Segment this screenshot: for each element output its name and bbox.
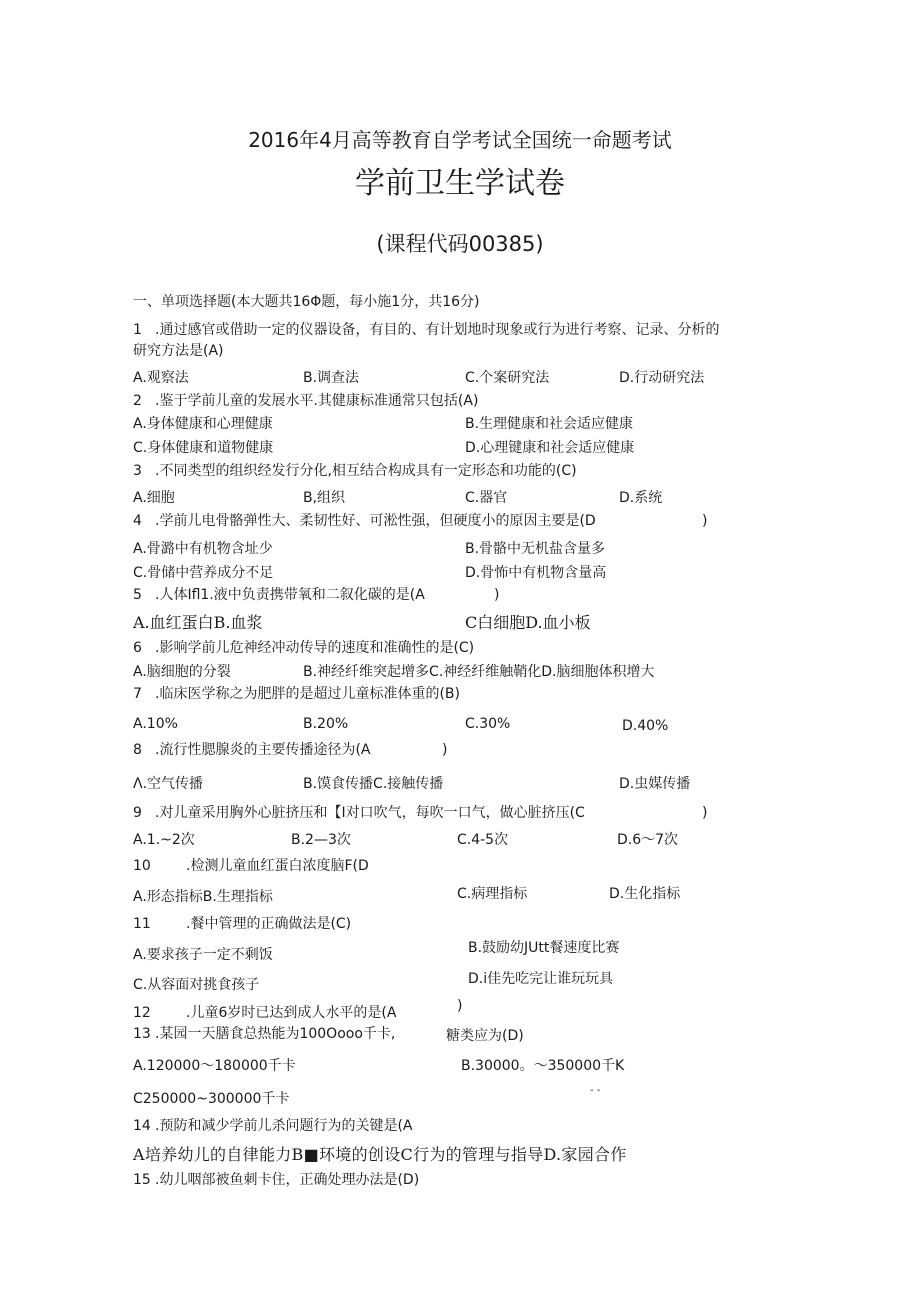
q9-close-paren: ) bbox=[702, 805, 708, 821]
q13-stem-cont: 糖类应为(D) bbox=[446, 1028, 524, 1044]
q3-option-d: D.系统 bbox=[619, 490, 663, 506]
q6-number: 6 bbox=[133, 640, 142, 656]
q9-stem: .对儿童采用胸外心脏挤压和【I对口吹气，每吹一口气，做心脏挤压(C bbox=[155, 805, 585, 821]
q4-option-d: D.骨怖中有机物含量高 bbox=[465, 565, 607, 581]
q1-option-c: C.个案研究法 bbox=[465, 370, 550, 386]
q4-close-paren: ) bbox=[702, 513, 708, 529]
q1-stem: .通过感官或借助一定的仪器设备，有目的、有计划地时现象或行为进行考察、记录、分析的 bbox=[155, 322, 720, 338]
q15-number: 15 bbox=[133, 1172, 151, 1188]
q2-number: 2 bbox=[133, 393, 142, 409]
q13-option-a: A.120000〜180000千卡 bbox=[133, 1058, 296, 1074]
exam-header-line: 2016年4月高等教育自学考试全国统一命题考试 bbox=[248, 128, 672, 152]
q3-option-a: A.细胞 bbox=[133, 490, 175, 506]
q10-options-ab: A.形态指标B.生理指标 bbox=[133, 889, 273, 905]
q2-option-d: D.心理键康和社会适应健康 bbox=[465, 440, 635, 456]
q8-option-a: Λ.空气传播 bbox=[133, 776, 204, 792]
q3-option-b: B,组织 bbox=[303, 490, 346, 506]
exam-title: 学前卫生学试卷 bbox=[355, 166, 565, 201]
q7-stem: .临床医学称之为肥胖的是超过儿童标准体重的(B) bbox=[155, 686, 460, 702]
q11-option-a: A.要求孩子一定不剩饭 bbox=[133, 947, 273, 963]
q2-option-b: B.生理健康和社会适应健康 bbox=[465, 416, 634, 432]
q9-option-b: B.2—3次 bbox=[291, 832, 351, 848]
q3-stem: .不同类型的组织经发行分化,相互结合构成具有一定形态和功能的(C) bbox=[155, 463, 577, 479]
q1-number: 1 bbox=[133, 322, 142, 338]
q13-stray-mark: - - bbox=[590, 1085, 601, 1096]
q8-number: 8 bbox=[133, 742, 142, 758]
q11-option-d: D.i佳先吃完让谁玩玩具 bbox=[468, 971, 614, 987]
q11-option-b: B.鼓励幼JUtt餐速度比赛 bbox=[468, 940, 620, 956]
q7-option-c: C.30% bbox=[465, 716, 511, 732]
q9-option-d: D.6〜7次 bbox=[617, 832, 679, 848]
q12-number: 12 bbox=[133, 1005, 151, 1021]
q14-number: 14 bbox=[133, 1118, 151, 1134]
q6-stem: .影响学前儿危神经冲动传导的速度和准确性的是(C) bbox=[155, 640, 475, 656]
q5-options-cd: C白细胞D.血小板 bbox=[465, 613, 591, 632]
q4-number: 4 bbox=[133, 513, 142, 529]
q11-number: 11 bbox=[133, 916, 151, 932]
q5-stem: .人体Ifl1.液中负责携带氧和二叙化碳的是(A bbox=[155, 587, 425, 603]
q4-option-b: B.骨骼中无机盐含量多 bbox=[465, 541, 606, 557]
q10-number: 10 bbox=[133, 858, 151, 874]
q11-option-c: C.从容面对挑食孩子 bbox=[133, 977, 260, 993]
q7-option-b: B.20% bbox=[303, 716, 349, 732]
q10-option-d: D.生化指标 bbox=[609, 886, 681, 902]
q5-number: 5 bbox=[133, 587, 142, 603]
q2-option-c: C.身体健康和道物健康 bbox=[133, 440, 274, 456]
q2-option-a: A.身体健康和心理健康 bbox=[133, 416, 273, 432]
q9-option-a: A.1.~2次 bbox=[133, 832, 195, 848]
q10-stem: .检测儿童血红蛋白浓度脑F(D bbox=[186, 858, 369, 874]
q14-options: A培养幼儿的自律能力B■环境的创设C行为的管理与指导D.家园合作 bbox=[133, 1145, 627, 1164]
q1-stem-cont: 研究方法是(A) bbox=[133, 343, 224, 359]
q5-options-ab: A.血红蛋白B.血浆 bbox=[133, 613, 263, 632]
q13-option-b: B.30000。〜350000千K bbox=[461, 1058, 625, 1074]
q3-option-c: C.器官 bbox=[465, 490, 508, 506]
q7-option-a: A.10% bbox=[133, 716, 178, 732]
q4-option-c: C.骨储中营养成分不足 bbox=[133, 565, 274, 581]
q12-stem: .儿童6岁时已达到成人水平的是(A bbox=[186, 1005, 397, 1021]
q4-option-a: A.骨潞中有机物含址少 bbox=[133, 541, 273, 557]
q13-stem: .某园一天膳食总热能为100Oooo千卡, bbox=[155, 1026, 396, 1042]
q12-close-paren: ) bbox=[457, 998, 463, 1014]
q9-option-c: C.4-5次 bbox=[457, 832, 509, 848]
q13-option-c: C250000~300000千卡 bbox=[133, 1091, 290, 1107]
q10-option-c: C.病理指标 bbox=[457, 886, 528, 902]
q13-number: 13 bbox=[133, 1026, 151, 1042]
q14-stem: .预防和减少学前儿杀问题行为的关键是(A bbox=[155, 1118, 413, 1134]
q3-number: 3 bbox=[133, 463, 142, 479]
q8-close-paren: ) bbox=[442, 742, 448, 758]
q6-options-bcd: B.神经纤维突起增多C.神经纤维触鞘化D.脑细胞体积增大 bbox=[303, 664, 655, 680]
section-heading: 一、单项选择题(本大题共16Φ题，每小施1分，共16分) bbox=[133, 294, 480, 310]
q1-option-d: D.行动研究法 bbox=[619, 370, 705, 386]
q1-option-b: B.调查法 bbox=[303, 370, 360, 386]
q8-option-d: D.虫媒传播 bbox=[619, 776, 691, 792]
q9-number: 9 bbox=[133, 805, 142, 821]
q15-stem: .幼儿咽部被鱼刺卡住，正确处理办法是(D) bbox=[155, 1172, 420, 1188]
course-code: (课程代码00385) bbox=[376, 232, 544, 256]
q11-stem: .餐中管理的正确做法是(C) bbox=[186, 916, 352, 932]
q2-stem: .鉴于学前儿童的发展水平.其健康标准通常只包括(A) bbox=[155, 393, 479, 409]
q7-number: 7 bbox=[133, 686, 142, 702]
q1-option-a: A.观察法 bbox=[133, 370, 189, 386]
q8-stem: .流行性腮腺炎的主要传播途径为(A bbox=[155, 742, 371, 758]
q8-options-bc: B.馍食传播C.接触传播 bbox=[303, 776, 444, 792]
q6-option-a: A.脑细胞的分裂 bbox=[133, 664, 231, 680]
q7-option-d: D.40% bbox=[622, 718, 669, 734]
q4-stem: .学前儿电骨骼弹性大、柔韧性好、可淞性强，但硬度小的原因主要是(D bbox=[155, 513, 596, 529]
q5-close-paren: ) bbox=[494, 587, 500, 603]
